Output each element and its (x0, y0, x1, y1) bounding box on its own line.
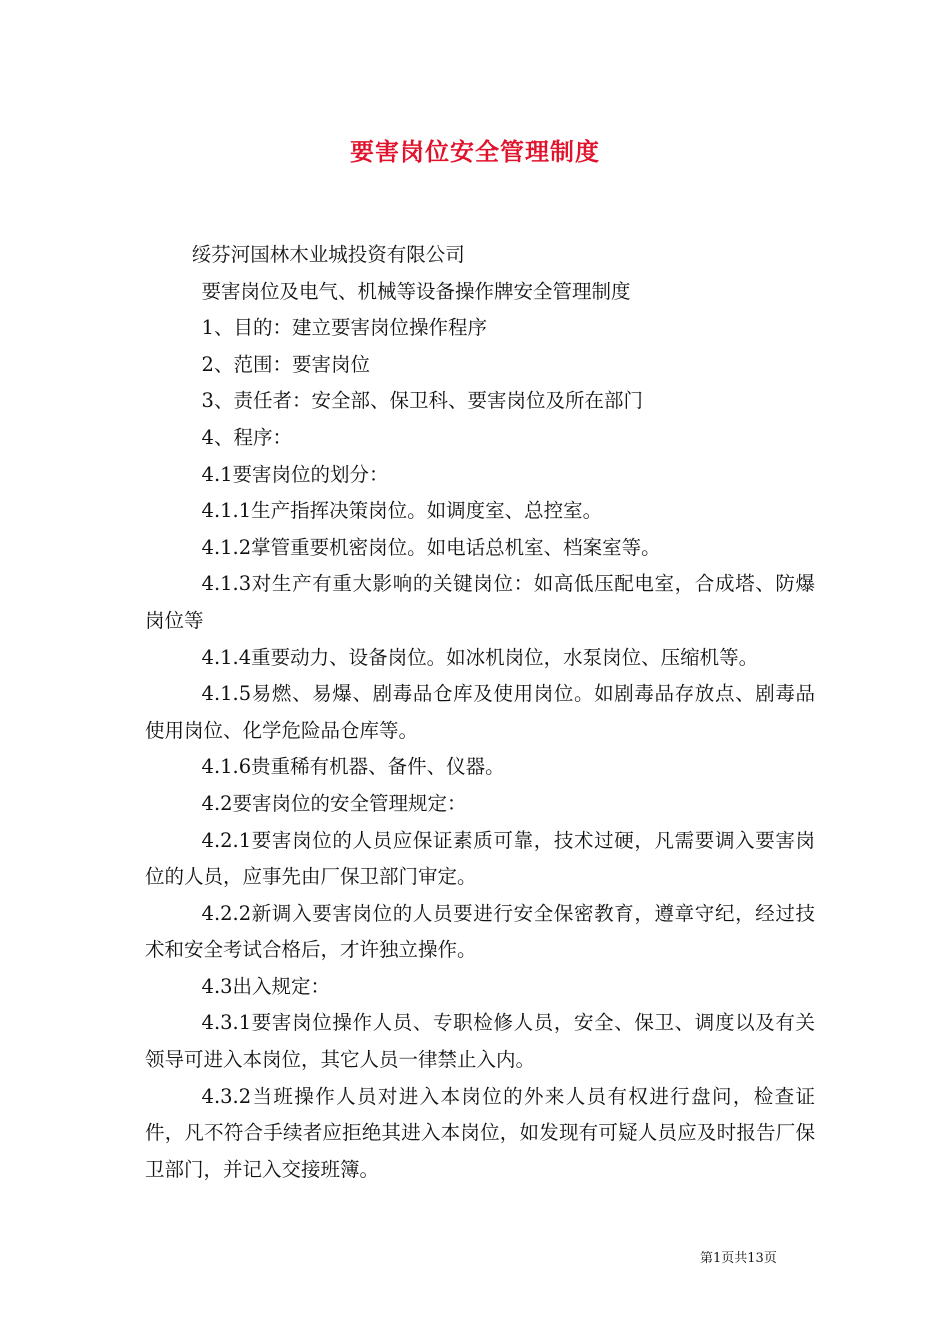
paragraph: 4.1.6贵重稀有机器、备件、仪器。 (201, 755, 505, 779)
paragraph: 4.3出入规定： (201, 974, 331, 998)
document-body (145, 237, 815, 1188)
paragraph: 4.1.1生产指挥决策岗位。如调度室、总控室。 (201, 499, 603, 523)
paragraph: 3、责任者：安全部、保卫科、要害岗位及所在部门 (201, 389, 643, 413)
paragraph: 4.1.5易燃、易爆、剧毒品仓库及使用岗位。如剧毒品存放点、剧毒品使用岗位、化学危险品仓库等。 (145, 682, 815, 742)
paragraph: 4.3.2当班操作人员对进入本岗位的外来人员有权进行盘问，检查证件，凡不符合手续者应拒绝其进入本岗位，如发现有可疑人员应及时报告厂保卫部门，并记入交接班簿。 (145, 1084, 815, 1181)
paragraph: 1、目的：建立要害岗位操作程序 (201, 316, 487, 340)
paragraph-company: 绥芬河国林木业城投资有限公司 (191, 243, 465, 266)
paragraph: 4.1.2掌管重要机密岗位。如电话总机室、档案室等。 (201, 535, 661, 559)
paragraph: 4.1要害岗位的划分： (201, 462, 389, 486)
paragraph: 4.2.1要害岗位的人员应保证素质可靠，技术过硬，凡需要调入要害岗位的人员，应事先由厂保卫部门审定。 (145, 828, 815, 889)
paragraph: 4、程序： (201, 425, 292, 449)
document-title: 要害岗位安全管理制度 (350, 137, 600, 166)
paragraph: 4.1.3对生产有重大影响的关键岗位：如高低压配电室，合成塔、防爆岗位等 (145, 572, 815, 632)
paragraph: 4.2.2新调入要害岗位的人员要进行安全保密教育，遵章守纪，经过技术和安全考试合格后，才许独立操作。 (145, 901, 815, 962)
paragraph-subtitle: 要害岗位及电气、机械等设备操作牌安全管理制度 (201, 279, 631, 303)
paragraph: 4.2要害岗位的安全管理规定： (201, 791, 467, 815)
paragraph: 4.3.1要害岗位操作人员、专职检修人员，安全、保卫、调度以及有关领导可进入本岗位，其它人员一律禁止入内。 (145, 1011, 815, 1072)
paragraph: 4.1.4重要动力、设备岗位。如冰机岗位，水泵岗位、压缩机等。 (201, 645, 759, 669)
page-number-footer: 第1页共13页 (700, 1251, 777, 1266)
paragraph: 2、范围：要害岗位 (201, 352, 370, 376)
